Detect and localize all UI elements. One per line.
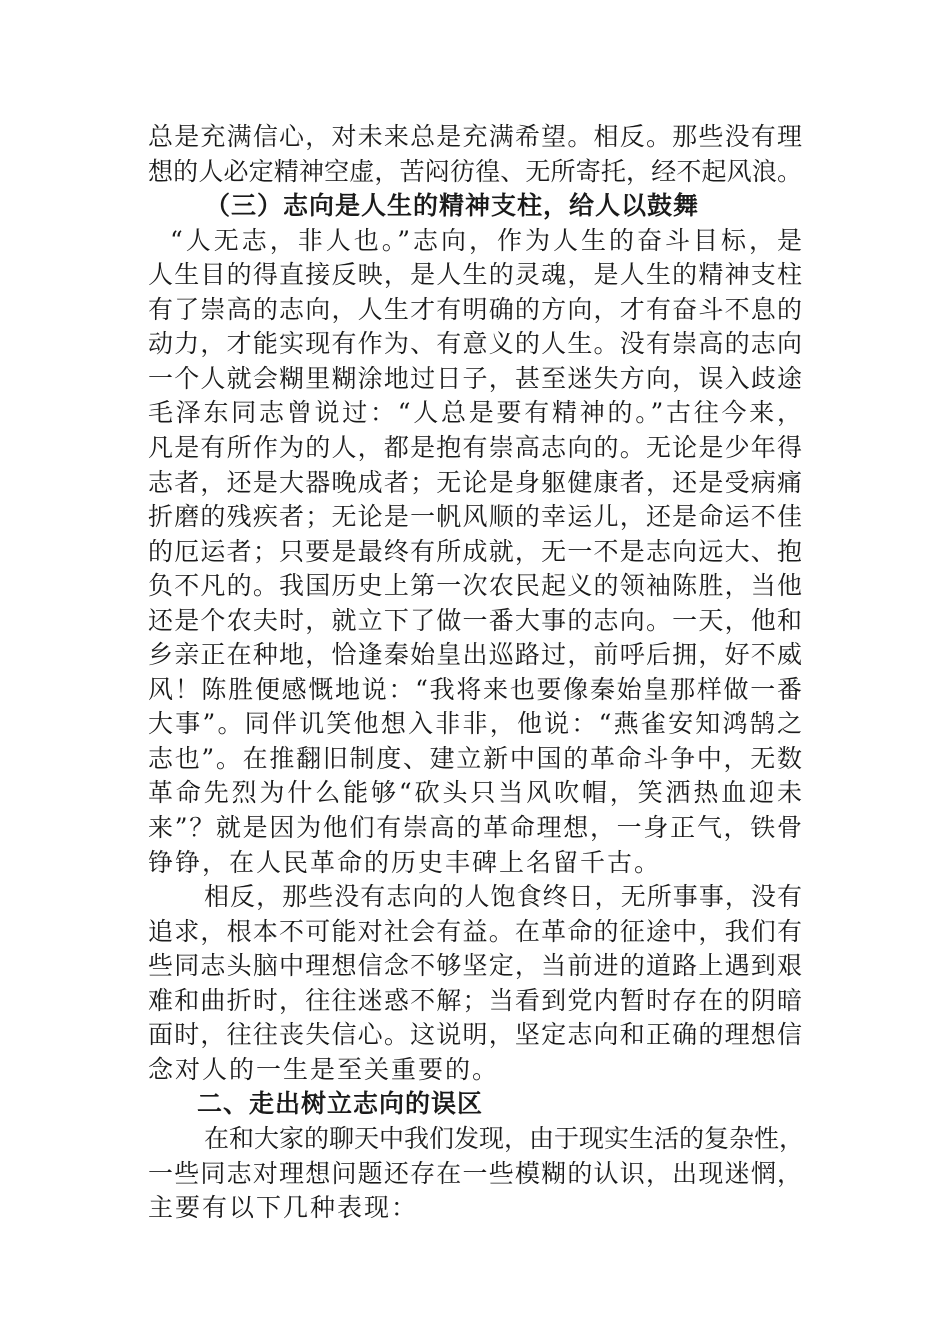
text-line: 人生目的得直接反映，是人生的灵魂，是人生的精神支柱 [148, 260, 802, 290]
text-line: 总是充满信心，对未来总是充满希望。相反。那些没有理 [148, 122, 802, 151]
text-line: 在和大家的聊天中我们发现，由于现实生活的复杂性， [204, 1123, 805, 1153]
text-line: 主要有以下几种表现： [148, 1193, 419, 1223]
text-line: 凡是有所作为的人，都是抱有崇高志向的。无论是少年得 [148, 432, 802, 462]
text-line: 的厄运者；只要是最终有所成就，无一不是志向远大、抱 [148, 536, 802, 566]
text-line: 还是个农夫时，就立下了做一番大事的志向。一天，他和 [148, 605, 802, 635]
text-line: 有了崇高的志向，人生才有明确的方向，才有奋斗不息的 [148, 294, 802, 324]
section-heading: （三）志向是人生的精神支柱，给人以鼓舞 [205, 191, 700, 221]
text-line: 铮铮，在人民革命的历史丰碑上名留千古。 [148, 847, 662, 877]
text-line: 志也”。在推翻旧制度、建立新中国的革命斗争中，无数 [148, 743, 802, 773]
text-line: 来”？就是因为他们有崇高的革命理想，一身正气，铁骨 [148, 813, 802, 842]
text-line: 志者，还是大器晚成者；无论是身躯健康者，还是受病痛 [148, 467, 802, 497]
text-line: 负不凡的。我国历史上第一次农民起义的领袖陈胜，当他 [148, 571, 802, 601]
text-line: 革命先烈为什么能够“砍头只当风吹帽，笑洒热血迎未 [148, 778, 802, 808]
text-line: 乡亲正在种地，恰逢秦始皇出巡路过，前呼后拥，好不威 [148, 640, 802, 670]
text-line: 念对人的一生是至关重要的。 [148, 1054, 500, 1084]
text-line: 追求，根本不可能对社会有益。在革命的征途中，我们有 [148, 916, 802, 946]
text-line: 大事”。同伴讥笑他想入非非，他说：“燕雀安知鸿鹄之 [148, 709, 802, 739]
text-line: 相反，那些没有志向的人饱食终日，无所事事，没有 [204, 882, 802, 912]
text-line: 一个人就会糊里糊涂地过日子，甚至迷失方向，误入歧途 [148, 363, 802, 393]
text-line: 些同志头脑中理想信念不够坚定，当前进的道路上遇到艰 [148, 951, 802, 981]
text-line: 毛泽东同志曾说过：“人总是要有精神的。”古往今来， [148, 398, 802, 428]
text-line: 面时，往往丧失信心。这说明，坚定志向和正确的理想信 [148, 1020, 802, 1050]
text-line: 想的人必定精神空虚，苦闷彷徨、无所寄托，经不起风浪。 [148, 156, 802, 186]
text-line: 动力，才能实现有作为、有意义的人生。没有崇高的志向 [148, 329, 802, 359]
text-line: 折磨的残疾者；无论是一帆风顺的幸运儿，还是命运不佳 [148, 502, 802, 532]
text-line: 难和曲折时，往往迷惑不解；当看到党内暂时存在的阴暗 [148, 985, 802, 1015]
text-line: 风！陈胜便感慨地说：“我将来也要像秦始皇那样做一番 [148, 674, 802, 704]
text-line: “人无志，非人也。”志向，作为人生的奋斗目标，是 [170, 225, 802, 255]
section-heading: 二、走出树立志向的误区 [197, 1089, 484, 1119]
text-line: 一些同志对理想问题还存在一些模糊的认识，出现迷惘， [148, 1158, 802, 1188]
